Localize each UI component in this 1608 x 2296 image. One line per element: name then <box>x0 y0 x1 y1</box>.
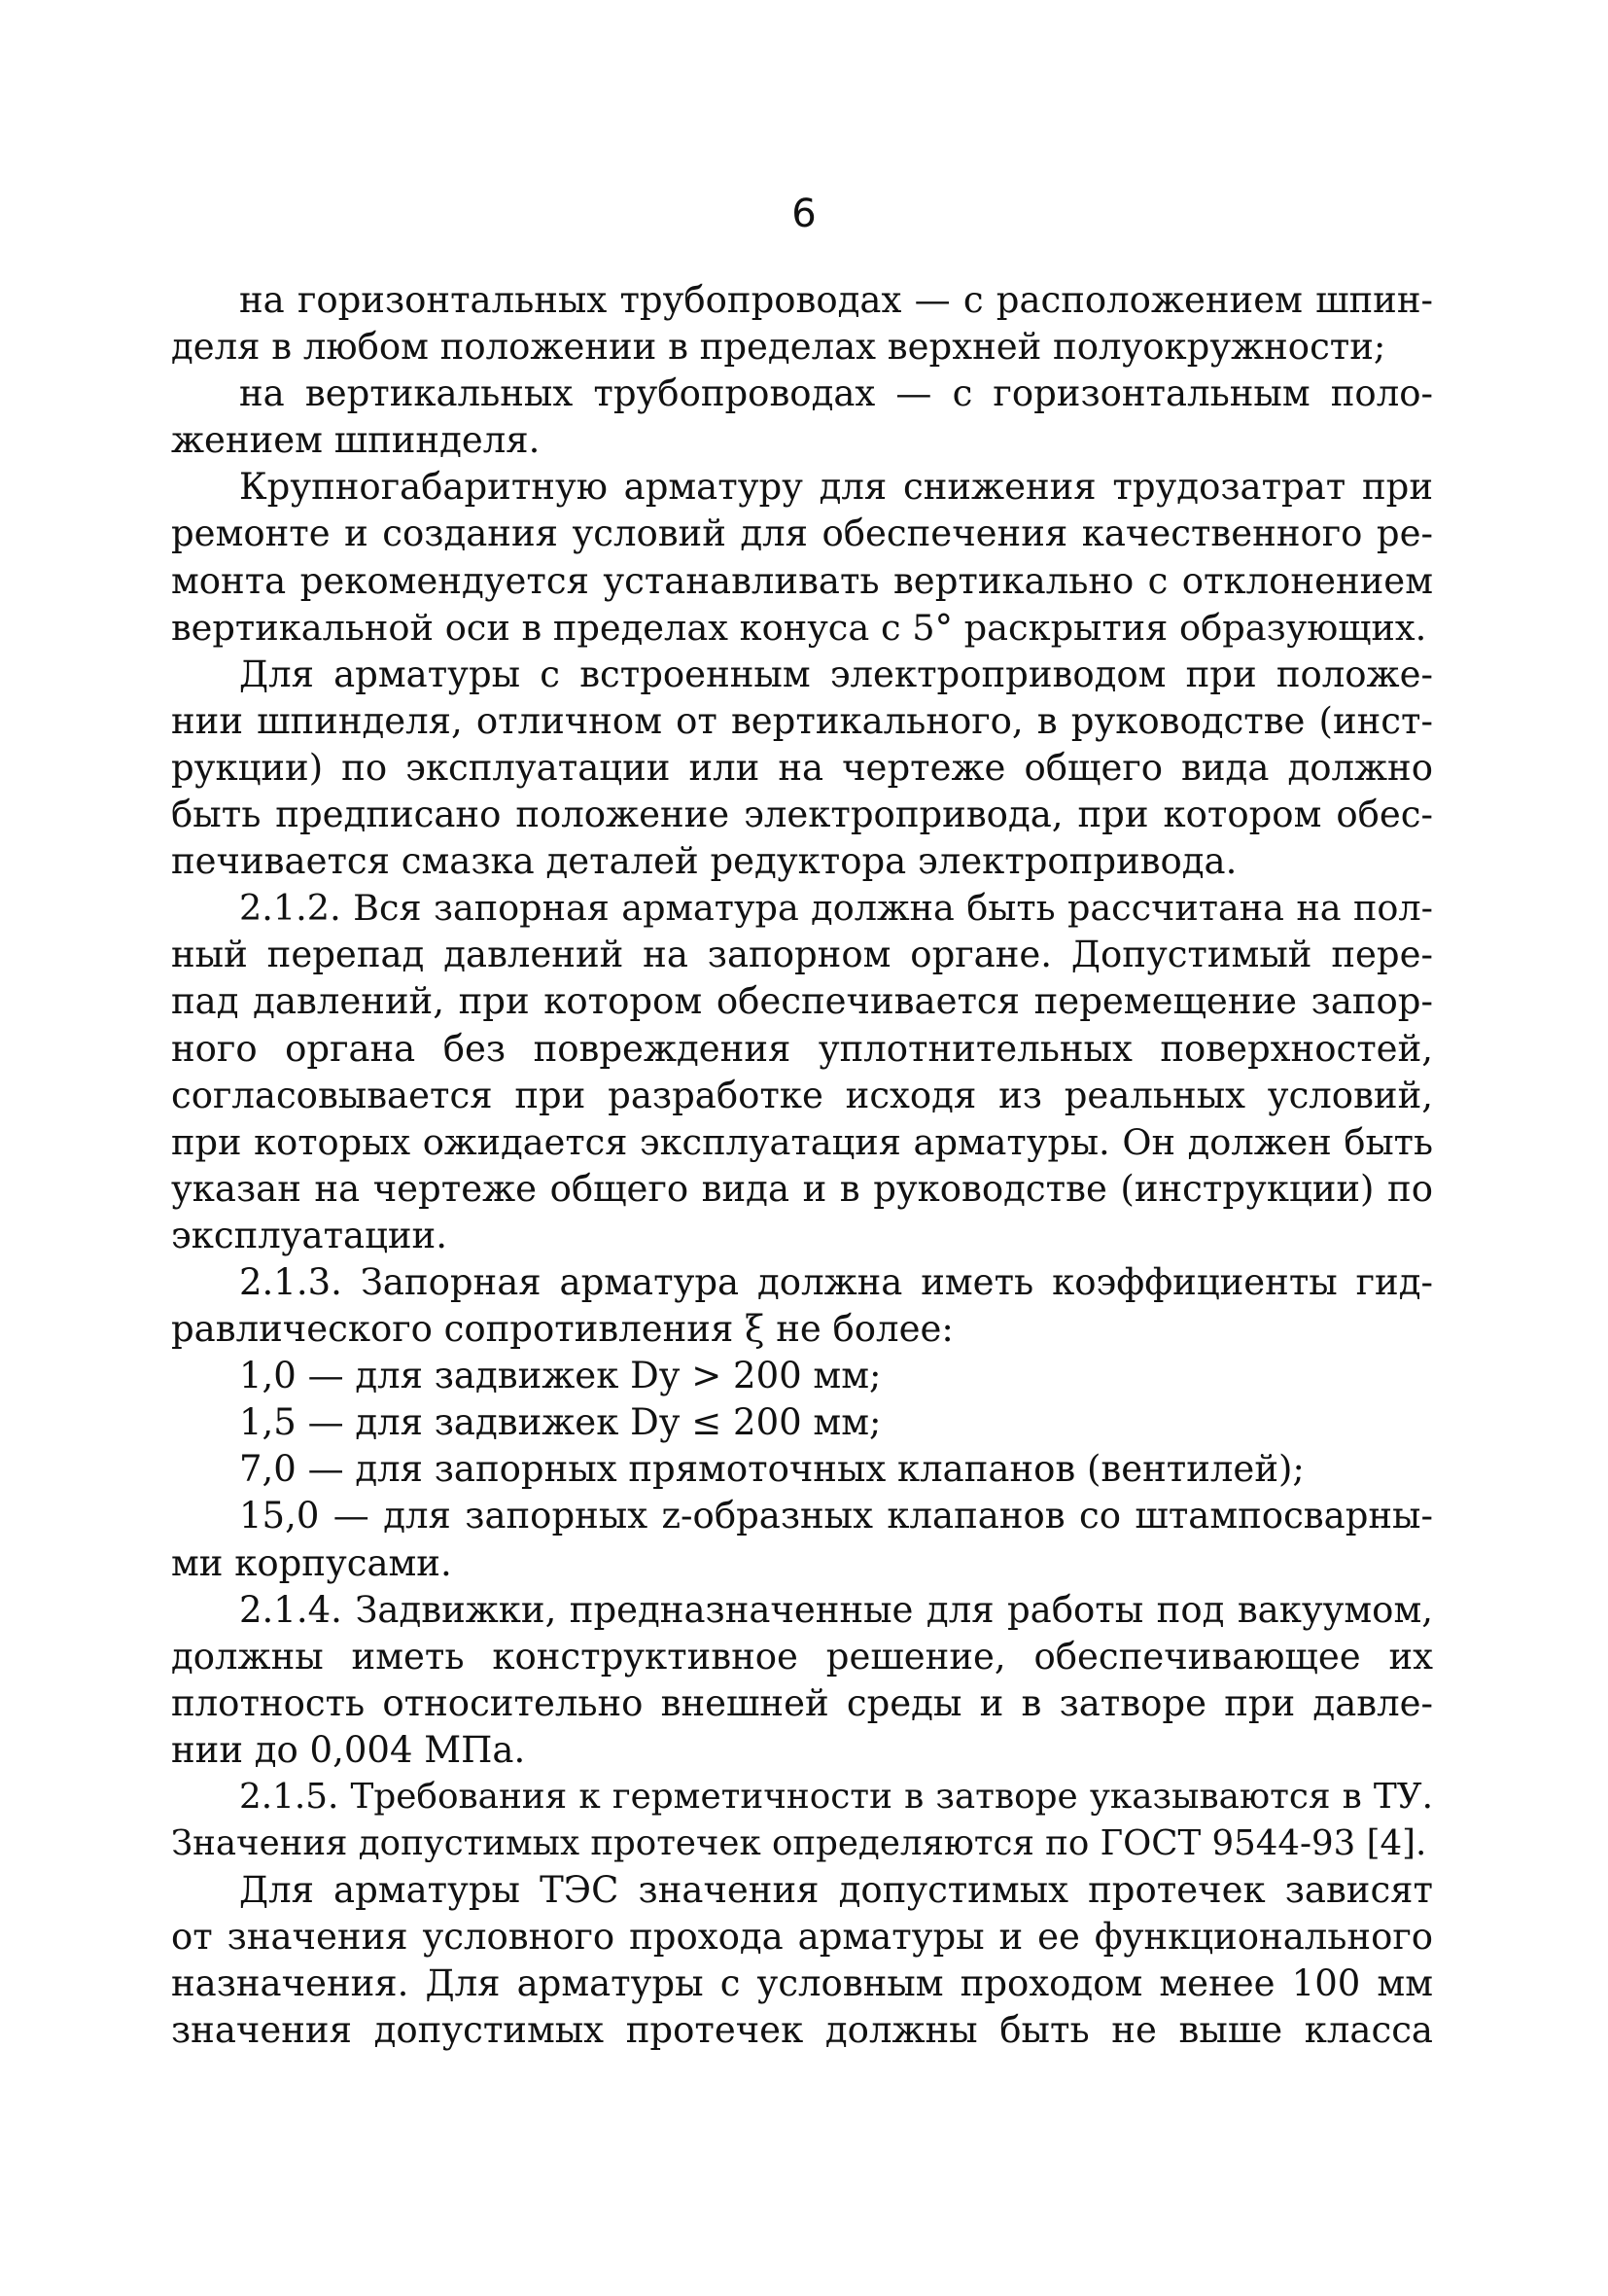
text-line: должны иметь конструктивное решение, обеспечивающее их <box>171 1635 1433 1678</box>
text-line: эксплуатации. <box>171 1214 447 1256</box>
text-line: 2.1.3. Запорная арматура должна иметь коэффициенты гид- <box>239 1260 1433 1303</box>
text-line: быть предписано положение электропривода, при котором обес- <box>171 794 1433 836</box>
text-line: печивается смазка деталей редуктора электропривода. <box>171 840 1238 883</box>
text-line: Крупногабаритную арматуру для снижения трудозатрат при <box>239 466 1433 509</box>
text-line: монта рекомендуется устанавливать вертикально с отклонением <box>171 559 1433 602</box>
text-line: значения допустимых протечек должны быть не выше класса <box>171 2009 1433 2052</box>
text-line: ремонте и создания условий для обеспечения качественного ре- <box>171 512 1433 555</box>
text-line: жением шпинделя. <box>171 419 541 462</box>
text-line: Значения допустимых протечек определяются по ГОСТ 9544-93 [4]. <box>171 1823 1427 1864</box>
text-line: Для арматуры ТЭС значения допустимых протечек зависят <box>239 1869 1433 1912</box>
text-line: назначения. Для арматуры с условным проходом менее 100 мм <box>171 1962 1433 2005</box>
text-line: 1,0 — для задвижек Dу > 200 мм; <box>239 1355 882 1397</box>
text-line: на горизонтальных трубопроводах — с расположением шпин- <box>239 279 1433 321</box>
text-line: 1,5 — для задвижек Dу ≤ 200 мм; <box>239 1401 882 1444</box>
text-line: рукции) по эксплуатации или на чертеже общего вида должно <box>171 746 1433 789</box>
text-line: 2.1.2. Вся запорная арматура должна быть рассчитана на пол- <box>239 887 1433 930</box>
text-line: ный перепад давлений на запорном органе. Допустимый пере- <box>171 934 1433 976</box>
text-line: нии шпинделя, отличном от вертикального, в руководстве (инст- <box>171 699 1433 742</box>
text-line: на вертикальных трубопроводах — с горизонтальным поло- <box>239 372 1433 415</box>
text-line: согласовывается при разработке исходя из реальных условий, <box>171 1074 1433 1116</box>
text-line: вертикальной оси в пределах конуса с 5° раскрытия образующих. <box>171 606 1427 649</box>
text-line: деля в любом положении в пределах верхней полуокружности; <box>171 326 1386 369</box>
text-line: пад давлений, при котором обеспечивается перемещение запор- <box>171 980 1433 1023</box>
text-line: от значения условного прохода арматуры и ее функционального <box>171 1916 1433 1959</box>
text-line: Для арматуры с встроенным электроприводом при положе- <box>239 653 1433 695</box>
text-line: 7,0 — для запорных прямоточных клапанов (вентилей); <box>239 1448 1305 1491</box>
text-line: ми корпусами. <box>171 1541 452 1584</box>
text-line: нии до 0,004 МПа. <box>171 1728 526 1771</box>
text-line: плотность относительно внешней среды и в затворе при давле- <box>171 1681 1433 1724</box>
body-text <box>171 277 1433 2055</box>
text-line: равлического сопротивления ξ не более: <box>171 1308 954 1351</box>
text-line: ного органа без повреждения уплотнительных поверхностей, <box>171 1027 1433 1070</box>
text-line: 15,0 — для запорных z-образных клапанов со штампосварны- <box>239 1495 1433 1537</box>
page-number: 6 <box>791 192 817 236</box>
text-line: 2.1.4. Задвижки, предназначенные для работы под вакуумом, <box>239 1588 1433 1631</box>
text-line: указан на чертеже общего вида и в руководстве (инструкции) по <box>171 1167 1433 1210</box>
text-line: при которых ожидается эксплуатация арматуры. Он должен быть <box>171 1120 1433 1163</box>
text-line: 2.1.5. Требования к герметичности в затворе указываются в ТУ. <box>239 1777 1433 1817</box>
